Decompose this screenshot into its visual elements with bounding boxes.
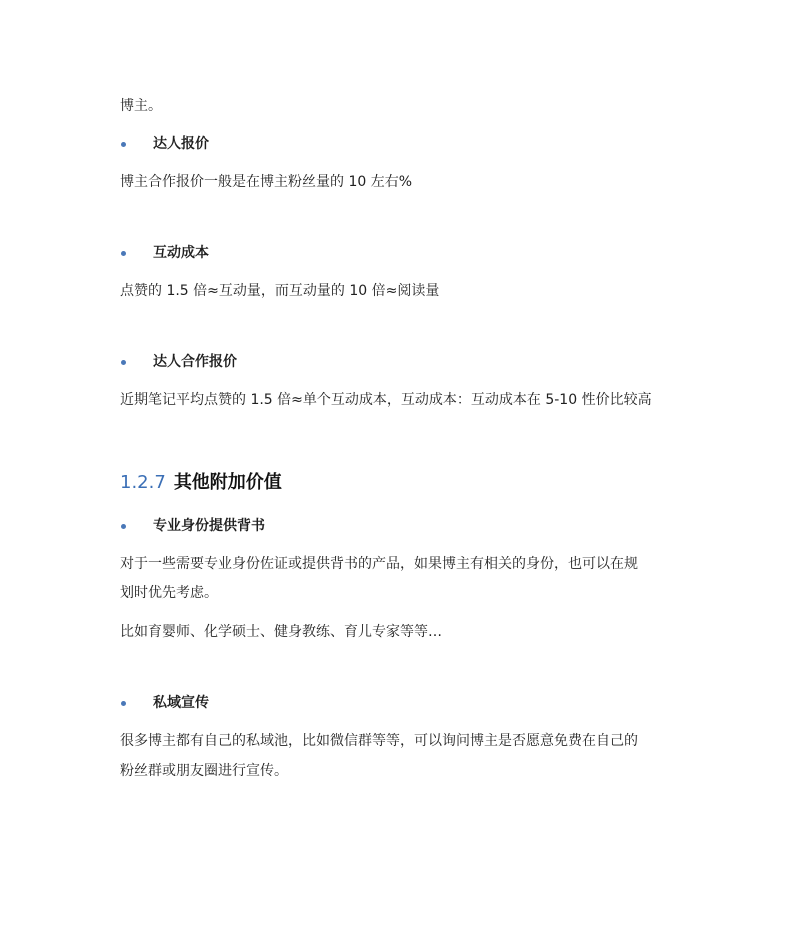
bullet-dot-icon bbox=[121, 701, 126, 706]
heading-number: 1.2.7 bbox=[120, 472, 166, 493]
bullet-item-quote bbox=[120, 134, 209, 154]
paragraph-line: 对于一些需要专业身份佐证或提供背书的产品，如果博主有相关的身份，也可以在规 bbox=[120, 556, 638, 572]
paragraph-line: 近期笔记平均点赞的 1.5 倍≈单个互动成本，互动成本：互动成本在 5-10 性价比较高 bbox=[120, 392, 652, 408]
bullet-label: 达人合作报价 bbox=[153, 354, 237, 370]
bullet-item-professional-endorsement bbox=[120, 516, 265, 536]
paragraph-line: 划时优先考虑。 bbox=[120, 585, 218, 601]
intro-tail-text: 博主。 bbox=[120, 98, 162, 114]
bullet-dot-icon bbox=[121, 142, 126, 147]
paragraph-line: 很多博主都有自己的私域池，比如微信群等等，可以询问博主是否愿意免费在自己的 bbox=[120, 733, 638, 749]
paragraph-line: 点赞的 1.5 倍≈互动量，而互动量的 10 倍≈阅读量 bbox=[120, 283, 440, 299]
bullet-dot-icon bbox=[121, 360, 126, 365]
bullet-item-interaction-cost bbox=[120, 243, 209, 263]
bullet-dot-icon bbox=[121, 524, 126, 529]
bullet-item-private-promotion bbox=[120, 693, 209, 713]
paragraph-line: 博主合作报价一般是在博主粉丝量的 10 左右% bbox=[120, 174, 413, 190]
paragraph-line: 粉丝群或朋友圈进行宣传。 bbox=[120, 763, 288, 779]
paragraph-line: 比如育婴师、化学硕士、健身教练、育儿专家等等… bbox=[120, 624, 442, 640]
heading-title: 其他附加价值 bbox=[173, 472, 282, 493]
section-heading bbox=[120, 470, 282, 496]
bullet-label: 达人报价 bbox=[153, 136, 209, 152]
bullet-dot-icon bbox=[121, 251, 126, 256]
bullet-label: 互动成本 bbox=[153, 245, 209, 261]
bullet-label: 专业身份提供背书 bbox=[153, 518, 265, 534]
bullet-item-cooperation-quote bbox=[120, 352, 237, 372]
bullet-label: 私域宣传 bbox=[153, 695, 209, 711]
